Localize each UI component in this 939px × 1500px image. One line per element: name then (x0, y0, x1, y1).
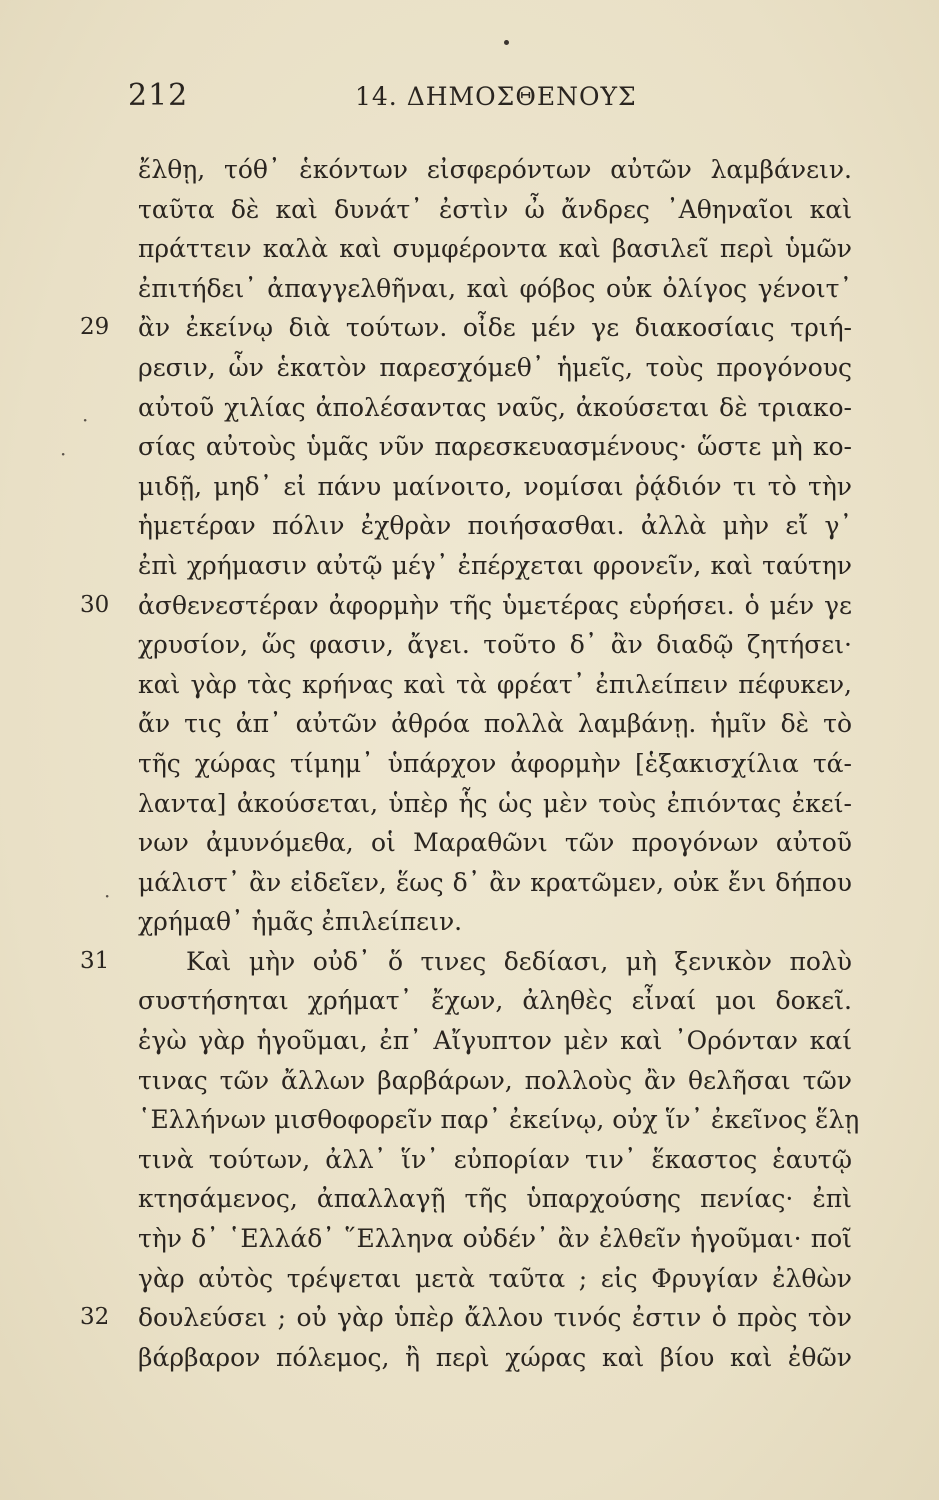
line-text: τινας τῶν ἄλλων βαρβάρων, πολλοὺς ἂν θελῆσαι τῶν (138, 1065, 852, 1095)
text-line (138, 1259, 852, 1299)
line-text: ἐπιτήδει᾽ ἀπαγγελθῆναι, καὶ φόβος οὐκ ὀλίγος γένοιτ᾽ (138, 273, 852, 303)
line-text: τὴν δ᾽ ῾Ελλάδ᾽ ῞Ελληνα οὐδέν᾽ ἂν ἐλθεῖν ἡγοῦμαι· ποῖ (138, 1224, 852, 1254)
line-text: ἄν τις ἀπ᾽ αὐτῶν ἀθρόα πολλὰ λαμβάνῃ. ἡμῖν δὲ τὸ (138, 709, 852, 739)
line-text: ρεσιν, ὧν ἑκατὸν παρεσχόμεθ᾽ ἡμεῖς, τοὺς προγόνους (138, 352, 852, 382)
text-line (80, 942, 852, 982)
ink-dot (504, 40, 509, 45)
text-line (138, 625, 852, 665)
line-text: μάλιστ᾽ ἂν εἰδεῖεν, ἕως δ᾽ ἂν κρατῶμεν, οὐκ ἔνι δήπου (138, 867, 852, 897)
text-line (138, 229, 852, 269)
text-line (138, 190, 852, 230)
line-text: χρυσίον, ὥς φασιν, ἄγει. τοῦτο δ᾽ ἂν διαδῷ ζητήσει· (138, 630, 852, 660)
page-header (0, 78, 939, 118)
text-line (138, 546, 852, 586)
margin-tick: · (82, 408, 89, 432)
line-text: μιδῇ, μηδ᾽ εἰ πάνυ μαίνοιτο, νομίσαι ῥᾴδιόν τι τὸ τὴν (138, 471, 852, 501)
line-text: ἡμετέραν πόλιν ἐχθρὰν ποιήσασθαι. ἀλλὰ μὴν εἴ γ᾽ (138, 511, 852, 541)
text-line (138, 1179, 852, 1219)
line-text: Καὶ μὴν οὐδ᾽ ὅ τινες δεδίασι, μὴ ξενικὸν πολὺ (186, 946, 852, 976)
text-line (138, 1021, 852, 1061)
line-text: ἀσθενεστέραν ἀφορμὴν τῆς ὑμετέρας εὑρήσει. ὁ μέν γε (138, 590, 852, 620)
line-text: νων ἀμυνόμεθα, οἱ Μαραθῶνι τῶν προγόνων αὐτοῦ (138, 828, 852, 858)
text-line (138, 150, 852, 190)
text-line (138, 1140, 852, 1180)
line-text: σίας αὐτοὺς ὑμᾶς νῦν παρεσκευασμένους· ὥστε μὴ κο- (138, 432, 852, 462)
running-head: 14. ΔΗΜΟΣΘΕΝΟΥΣ (355, 82, 637, 111)
line-text: κτησάμενος, ἀπαλλαγῇ τῆς ὑπαρχούσης πενίας· ἐπὶ (138, 1184, 852, 1214)
line-text: ἂν ἐκείνῳ διὰ τούτων. οἶδε μέν γε διακοσίαις τριή- (138, 313, 852, 343)
line-text: αὐτοῦ χιλίας ἀπολέσαντας ναῦς, ἀκούσεται δὲ τριακο- (138, 392, 852, 422)
line-text: ῾Ελλήνων μισθοφορεῖν παρ᾽ ἐκείνῳ, οὐχ ἵν᾽ ἐκεῖνος ἕλῃ (138, 1105, 860, 1135)
margin-tick: · (104, 884, 111, 908)
text-line (80, 1298, 852, 1338)
text-line (138, 902, 852, 942)
line-text: γὰρ αὐτὸς τρέψεται μετὰ ταῦτα ; εἰς Φρυγίαν ἐλθὼν (138, 1263, 852, 1293)
text-line (138, 467, 852, 507)
text-line (138, 665, 852, 705)
text-line (138, 269, 852, 309)
line-text: τινὰ τούτων, ἀλλ᾽ ἵν᾽ εὐπορίαν τιν᾽ ἕκαστος ἑαυτῷ (138, 1144, 852, 1174)
line-text: λαντα] ἀκούσεται, ὑπὲρ ἧς ὡς μὲν τοὺς ἐπιόντας ἐκεί- (138, 788, 852, 818)
section-number: 29 (80, 314, 110, 341)
page-number: 212 (128, 78, 189, 113)
section-number: 32 (80, 1304, 110, 1331)
text-line (138, 1219, 852, 1259)
line-text: τῆς χώρας τίμημ᾽ ὑπάρχον ἀφορμὴν [ἑξακισχίλια τά- (138, 748, 852, 778)
line-text: ἐπὶ χρήμασιν αὐτῷ μέγ᾽ ἐπέρχεται φρονεῖν, καὶ ταύτην (138, 550, 852, 580)
text-line (138, 1100, 860, 1140)
line-text: χρήμαθ᾽ ἡμᾶς ἐπιλείπειν. (138, 907, 463, 937)
text-line (138, 863, 852, 903)
text-line (138, 388, 852, 428)
line-text: βάρβαρον πόλεμος, ἢ περὶ χώρας καὶ βίου καὶ ἐθῶν (138, 1342, 852, 1372)
text-line (80, 308, 852, 348)
text-line (138, 427, 852, 467)
text-line (138, 704, 852, 744)
text-line (138, 1061, 852, 1101)
text-line (138, 506, 852, 546)
line-text: πράττειν καλὰ καὶ συμφέροντα καὶ βασιλεῖ περὶ ὑμῶν (138, 234, 852, 264)
text-line (138, 823, 852, 863)
text-line (80, 586, 852, 626)
text-line (138, 348, 852, 388)
margin-tick: · (60, 442, 67, 466)
text-line (138, 1338, 852, 1378)
section-number: 31 (80, 947, 110, 974)
line-text: δουλεύσει ; οὐ γὰρ ὑπὲρ ἄλλου τινός ἐστιν ὁ πρὸς τὸν (138, 1303, 852, 1333)
line-text: ταῦτα δὲ καὶ δυνάτ᾽ ἐστὶν ὦ ἄνδρες ᾿Αθηναῖοι καὶ (138, 194, 852, 224)
line-text: ἐγὼ γὰρ ἡγοῦμαι, ἐπ᾽ Αἴγυπτον μὲν καὶ ᾿Ορόνταν καί (138, 1026, 852, 1056)
line-text: καὶ γὰρ τὰς κρήνας καὶ τὰ φρέατ᾽ ἐπιλείπειν πέφυκεν, (138, 669, 852, 699)
text-line (138, 744, 852, 784)
section-number: 30 (80, 591, 110, 618)
text-line (138, 784, 852, 824)
line-text: συστήσηται χρήματ᾽ ἔχων, ἀληθὲς εἶναί μοι δοκεῖ. (138, 986, 852, 1016)
line-text: ἔλθῃ, τόθ᾽ ἑκόντων εἰσφερόντων αὐτῶν λαμβάνειν. (138, 155, 852, 184)
text-line (138, 981, 852, 1021)
greek-text-body (80, 150, 860, 1377)
